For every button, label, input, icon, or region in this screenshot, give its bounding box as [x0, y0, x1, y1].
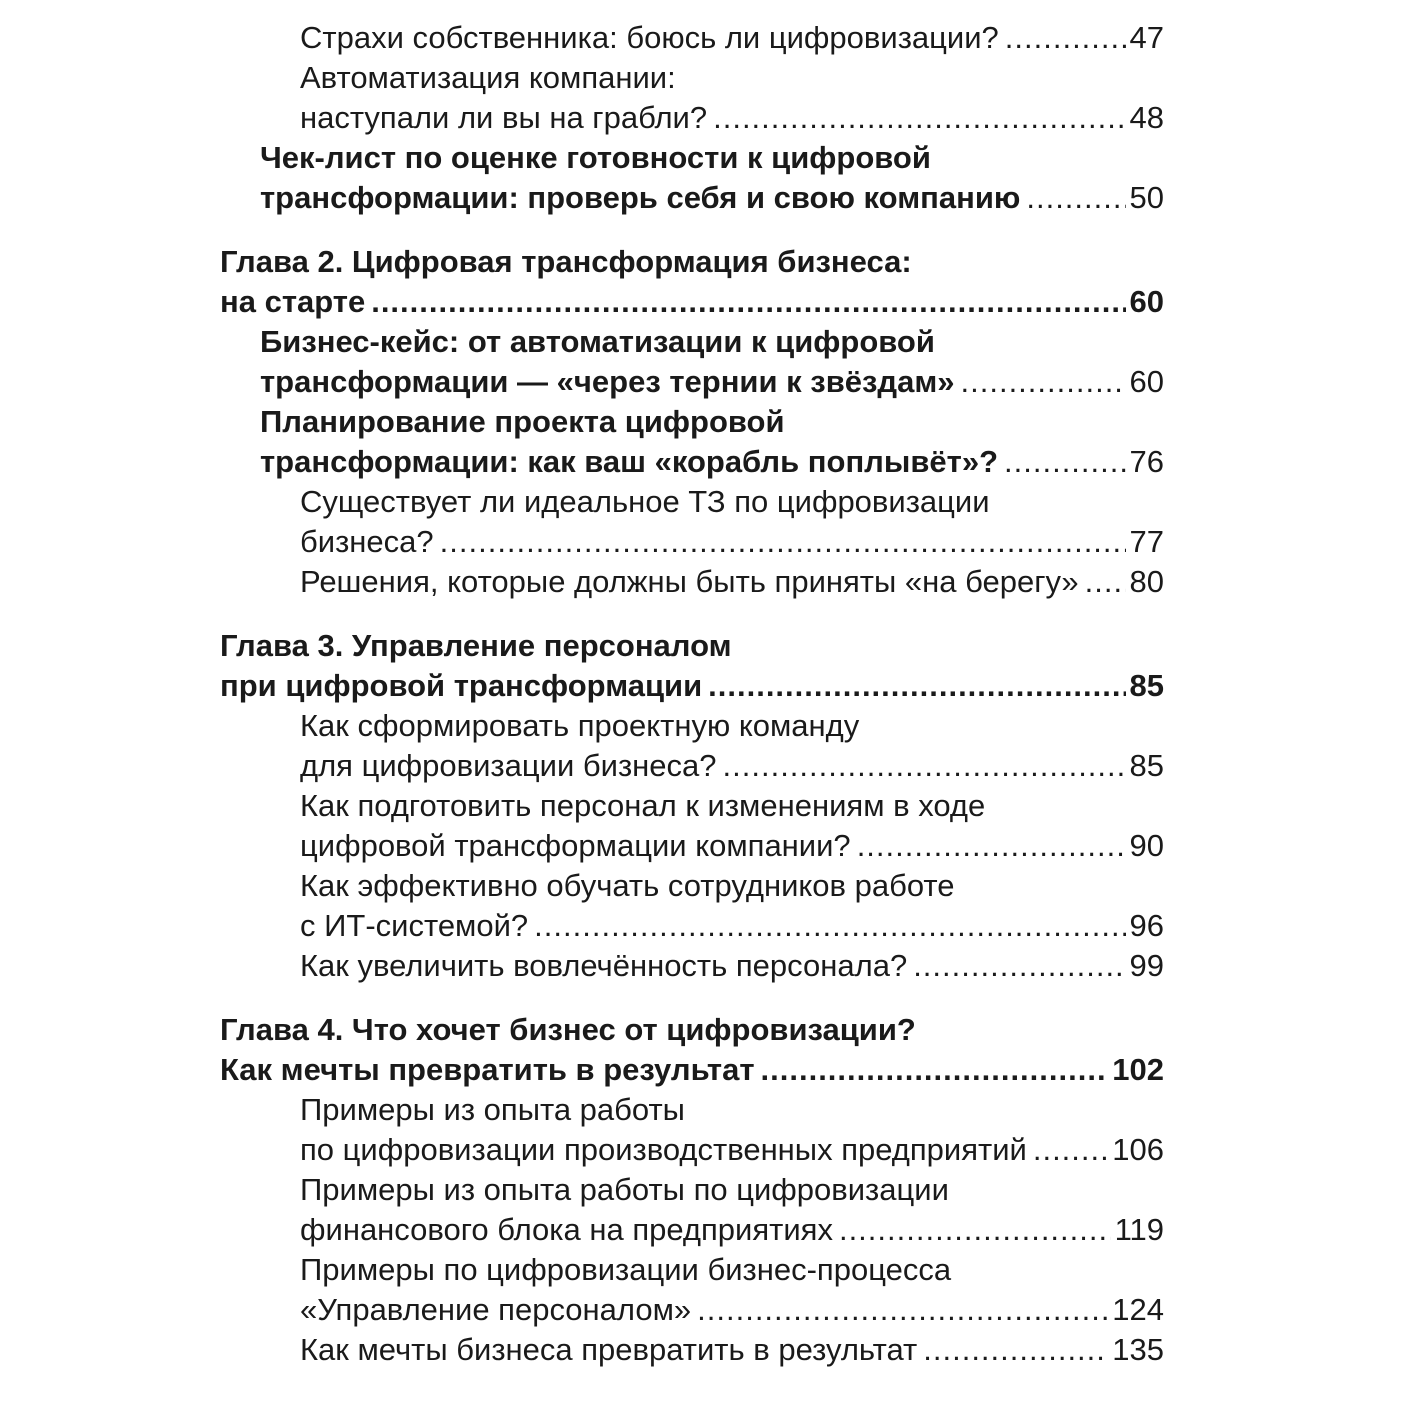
toc-entry-title: с ИТ-системой?	[300, 908, 529, 943]
toc-page-number: 48	[1129, 100, 1164, 135]
toc-entry-title: по цифровизации производственных предприятий	[300, 1132, 1027, 1167]
toc-row	[220, 666, 1164, 706]
toc-entry-title: Как мечты бизнеса превратить в результат	[300, 1332, 918, 1367]
toc-chapter-entry	[220, 1010, 1164, 1090]
toc-page-number: 76	[1129, 444, 1164, 479]
toc-page-number: 85	[1129, 668, 1164, 703]
toc-entry-title: финансового блока на предприятиях	[300, 1212, 833, 1247]
toc-entry	[220, 786, 1164, 866]
dot-leader	[371, 282, 1125, 322]
dot-leader	[1004, 442, 1126, 482]
toc-row	[300, 1290, 1164, 1330]
toc-page-number: 77	[1129, 524, 1164, 559]
toc-page-number: 60	[1129, 364, 1164, 399]
toc-entry	[220, 562, 1164, 602]
toc-row	[300, 826, 1164, 866]
toc-page-number: 106	[1112, 1132, 1164, 1167]
toc-entry-title: Существует ли идеальное ТЗ по цифровизации	[300, 484, 990, 519]
dot-leader	[697, 1290, 1108, 1330]
toc-row	[300, 98, 1164, 138]
dot-leader	[913, 946, 1125, 986]
toc-entry-title: Как сформировать проектную команду	[300, 708, 860, 743]
toc-row	[300, 1330, 1164, 1370]
toc-entry	[220, 946, 1164, 986]
dot-leader	[440, 522, 1126, 562]
toc-entry-title: Как эффективно обучать сотрудников работе	[300, 868, 955, 903]
toc-row	[300, 18, 1164, 58]
toc-entry-title: трансформации — «через тернии к звёздам»	[260, 364, 955, 399]
dot-leader	[961, 362, 1126, 402]
toc-entry-title: Решения, которые должны быть приняты «на берегу»	[300, 564, 1079, 599]
dot-leader	[1033, 1130, 1108, 1170]
dot-leader	[761, 1050, 1109, 1090]
toc-chapter-entry	[220, 626, 1164, 706]
toc-page-number: 119	[1114, 1212, 1164, 1247]
chapter-title: при цифровой трансформации	[220, 668, 703, 703]
toc-page-number: 85	[1129, 748, 1164, 783]
toc-row	[300, 1210, 1164, 1250]
toc-page-number: 135	[1112, 1332, 1164, 1367]
toc-entry	[220, 18, 1164, 58]
toc-page-number: 99	[1129, 948, 1164, 983]
toc-row	[300, 522, 1164, 562]
toc-row	[220, 1050, 1164, 1090]
toc-page-number: 47	[1129, 20, 1164, 55]
dot-leader	[857, 826, 1126, 866]
chapter-title: Глава 3. Управление персоналом	[220, 628, 732, 663]
toc-entry-title: Планирование проекта цифровой	[260, 404, 785, 439]
toc-page-number: 96	[1129, 908, 1164, 943]
dot-leader	[1005, 18, 1126, 58]
chapter-title: на старте	[220, 284, 366, 319]
dot-leader	[1026, 178, 1125, 218]
toc-entry	[220, 58, 1164, 138]
toc-entry-title: Страхи собственника: боюсь ли цифровизации?	[300, 20, 999, 55]
toc-page-number: 50	[1129, 180, 1164, 215]
toc-row	[260, 442, 1164, 482]
toc-page-number: 80	[1129, 564, 1164, 599]
toc-entry-title: Как увеличить вовлечённость персонала?	[300, 948, 908, 983]
toc-entry-title: наступали ли вы на грабли?	[300, 100, 708, 135]
dot-leader	[723, 746, 1126, 786]
toc-page-number: 90	[1129, 828, 1164, 863]
chapter-title: Глава 4. Что хочет бизнес от цифровизации?	[220, 1012, 916, 1047]
chapter-title: Как мечты превратить в результат	[220, 1052, 755, 1087]
toc-entry-title: цифровой трансформации компании?	[300, 828, 851, 863]
dot-leader	[534, 906, 1125, 946]
toc-entry-title: бизнеса?	[300, 524, 434, 559]
toc-entry-title: Автоматизация компании:	[300, 60, 676, 95]
toc-section-entry	[220, 402, 1164, 482]
toc-entry	[220, 1330, 1164, 1370]
toc-entry-title: трансформации: как ваш «корабль поплывёт»?	[260, 444, 999, 479]
table-of-contents	[220, 18, 1164, 1370]
toc-row	[300, 906, 1164, 946]
toc-entry	[220, 706, 1164, 786]
chapter-title: Глава 2. Цифровая трансформация бизнеса:	[220, 244, 912, 279]
toc-entry-title: трансформации: проверь себя и свою компанию	[260, 180, 1021, 215]
toc-entry	[220, 482, 1164, 562]
toc-entry	[220, 1090, 1164, 1170]
toc-row	[260, 362, 1164, 402]
dot-leader	[713, 98, 1125, 138]
toc-row	[220, 282, 1164, 322]
toc-chapter-entry	[220, 242, 1164, 322]
toc-section-entry	[220, 322, 1164, 402]
toc-row	[300, 946, 1164, 986]
toc-row	[260, 178, 1164, 218]
toc-entry	[220, 866, 1164, 946]
toc-page-number: 60	[1129, 284, 1164, 319]
dot-leader	[708, 666, 1125, 706]
toc-entry-title: Как подготовить персонал к изменениям в ходе	[300, 788, 986, 823]
toc-section-entry	[220, 138, 1164, 218]
toc-row	[300, 562, 1164, 602]
toc-row	[300, 746, 1164, 786]
toc-entry	[220, 1170, 1164, 1250]
dot-leader	[839, 1210, 1111, 1250]
toc-page-number: 102	[1112, 1052, 1164, 1087]
toc-entry-title: Примеры из опыта работы	[300, 1092, 685, 1127]
toc-row	[300, 1130, 1164, 1170]
toc-entry-title: Примеры из опыта работы по цифровизации	[300, 1172, 949, 1207]
dot-leader	[923, 1330, 1108, 1370]
toc-entry-title: для цифровизации бизнеса?	[300, 748, 717, 783]
toc-page-number: 124	[1112, 1292, 1164, 1327]
toc-entry	[220, 1250, 1164, 1330]
toc-entry-title: Чек-лист по оценке готовности к цифровой	[260, 140, 931, 175]
toc-entry-title: Примеры по цифровизации бизнес-процесса	[300, 1252, 952, 1287]
dot-leader	[1085, 562, 1126, 602]
toc-entry-title: Бизнес-кейс: от автоматизации к цифровой	[260, 324, 935, 359]
toc-entry-title: «Управление персоналом»	[300, 1292, 692, 1327]
